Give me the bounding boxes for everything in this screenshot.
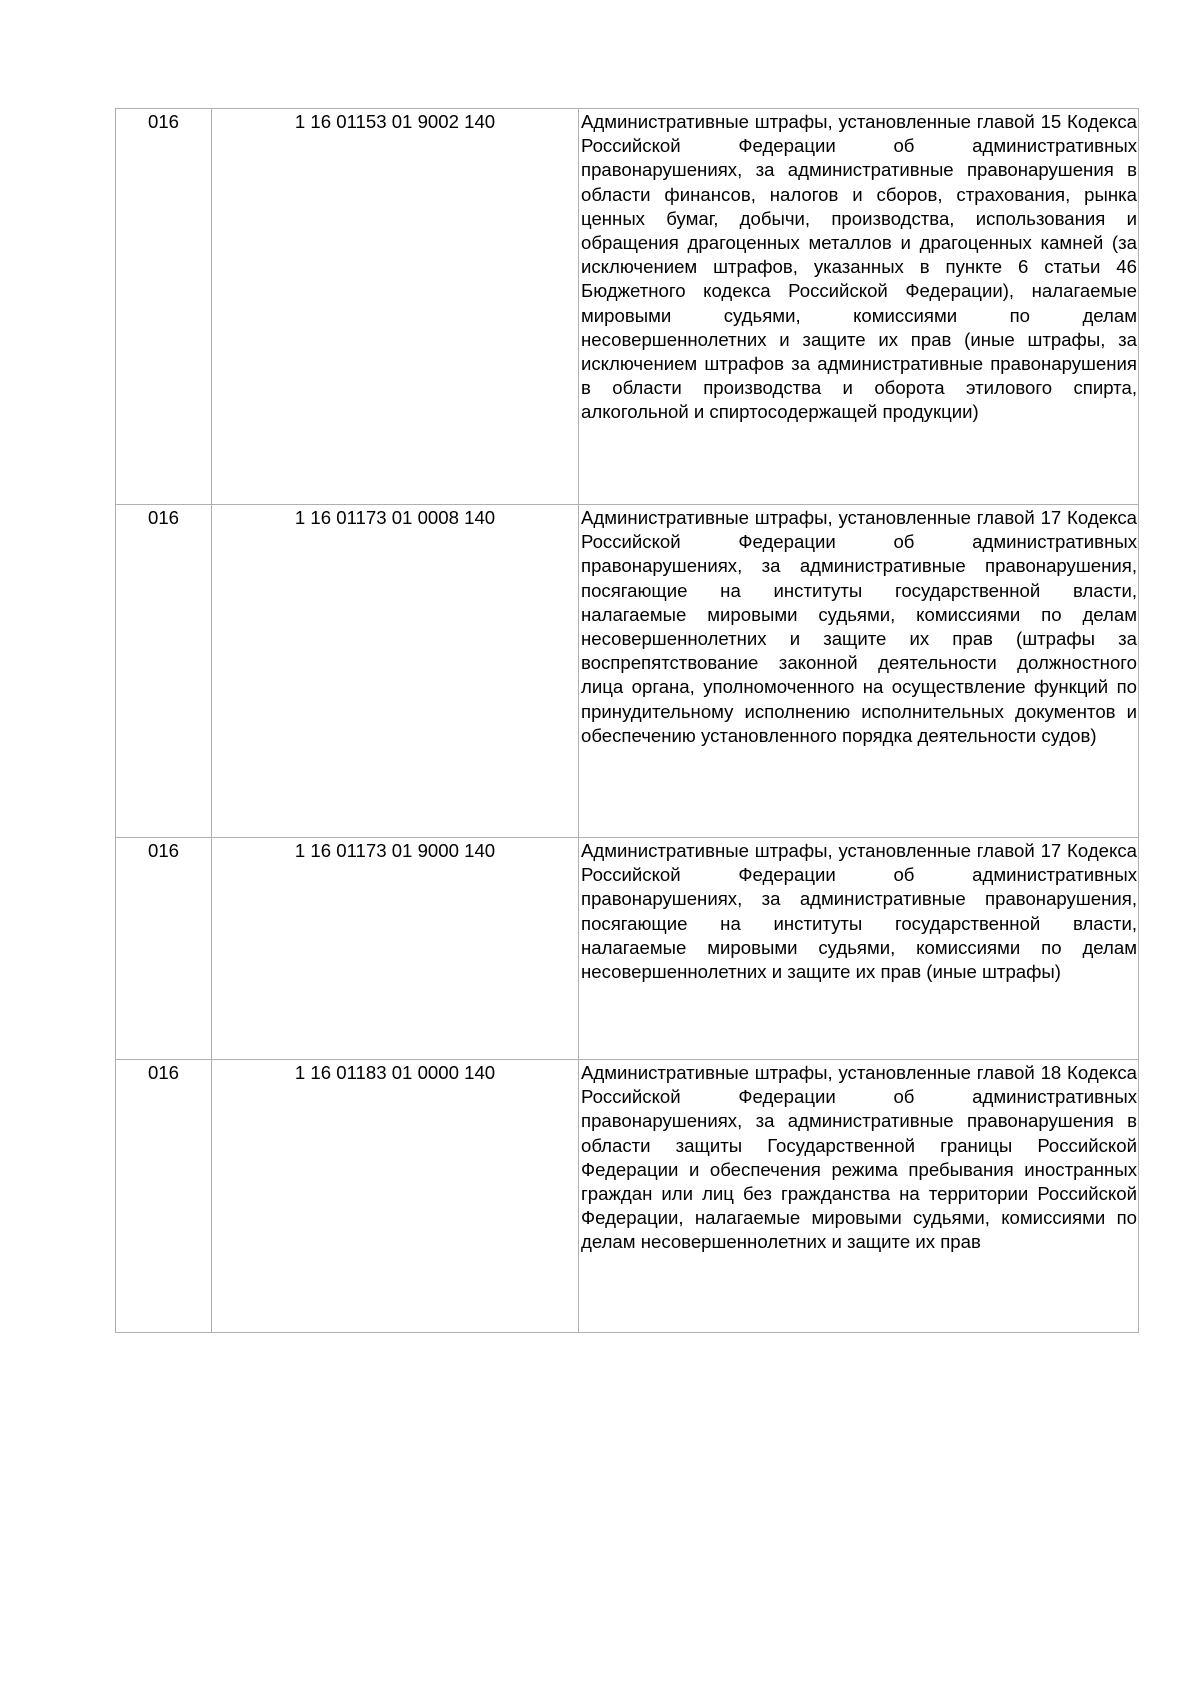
kbk-code-cell: 1 16 01173 01 9000 140 — [212, 838, 579, 1060]
kbk-code-cell: 1 16 01183 01 0000 140 — [212, 1060, 579, 1333]
description-cell: Административные штрафы, установленные главой 15 Кодекса Российской Федерации об административных правонарушениях, за административные правонарушения в области финансов, налогов и сборов, страхования, рынка ценных бумаг, добычи, производства, использования и обращения драгоценных металлов и драгоценных камней (за исключением штрафов, указанных в пункте 6 статьи 46 Бюджетного кодекса Российской Федерации), налагаемые мировыми судьями, комиссиями по делам несовершеннолетних и защите их прав (иные штрафы, за исключением штрафов за административные правонарушения в области производства и оборота этилового спирта, алкогольной и спиртосодержащей продукции) — [579, 109, 1139, 505]
admin-code-cell: 016 — [116, 505, 212, 838]
description-cell: Административные штрафы, установленные главой 18 Кодекса Российской Федерации об административных правонарушениях, за административные правонарушения в области защиты Государственной границы Российской Федерации и обеспечения режима пребывания иностранных граждан или лиц без гражданства на территории Российской Федерации, налагаемые мировыми судьями, комиссиями по делам несовершеннолетних и защите их прав — [579, 1060, 1139, 1333]
budget-codes-table — [115, 108, 1139, 1333]
table-row — [116, 838, 1139, 1060]
table-row — [116, 109, 1139, 505]
description-cell: Административные штрафы, установленные главой 17 Кодекса Российской Федерации об административных правонарушениях, за административные правонарушения, посягающие на институты государственной власти, налагаемые мировыми судьями, комиссиями по делам несовершеннолетних и защите их прав (штрафы за воспрепятствование законной деятельности должностного лица органа, уполномоченного на осуществление функций по принудительному исполнению исполнительных документов и обеспечению установленного порядка деятельности судов) — [579, 505, 1139, 838]
description-cell: Административные штрафы, установленные главой 17 Кодекса Российской Федерации об административных правонарушениях, за административные правонарушения, посягающие на институты государственной власти, налагаемые мировыми судьями, комиссиями по делам несовершеннолетних и защите их прав (иные штрафы) — [579, 838, 1139, 1060]
table-row — [116, 505, 1139, 838]
kbk-code-cell: 1 16 01173 01 0008 140 — [212, 505, 579, 838]
admin-code-cell: 016 — [116, 1060, 212, 1333]
admin-code-cell: 016 — [116, 109, 212, 505]
table-row — [116, 1060, 1139, 1333]
admin-code-cell: 016 — [116, 838, 212, 1060]
kbk-code-cell: 1 16 01153 01 9002 140 — [212, 109, 579, 505]
